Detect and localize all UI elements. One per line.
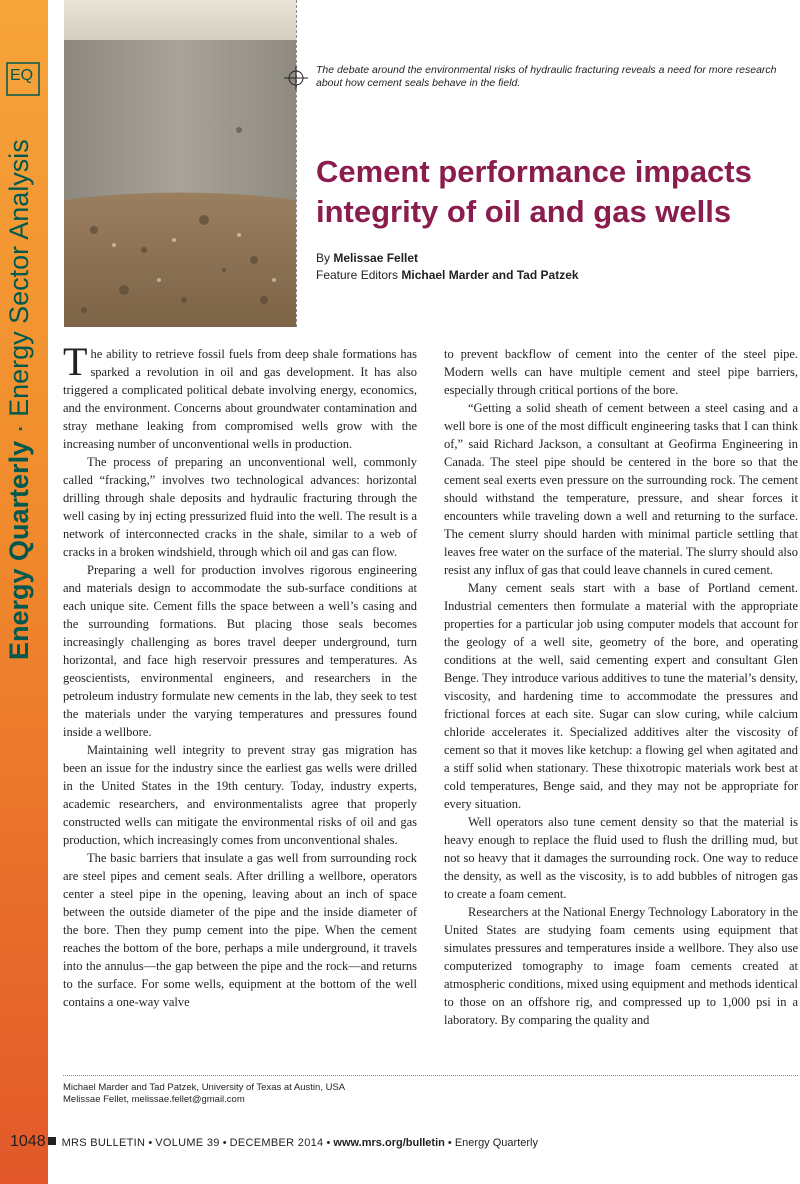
photo-caption: The debate around the environmental risks of hydraulic fracturing reveals a need for more research about how cement seals behave in the field. <box>316 64 777 89</box>
paragraph: to prevent backflow of cement into the center of the steel pipe. Modern wells can have multiple cement and steel pipe barriers, especially through critical portions of the bore. <box>444 347 798 397</box>
crosshair-icon <box>284 66 308 90</box>
journal-url[interactable]: www.mrs.org/bulletin <box>333 1137 445 1149</box>
footnote-contact: Melissae Fellet, melissae.fellet@gmail.com <box>63 1094 245 1105</box>
by-prefix: By <box>316 251 334 265</box>
cement-core-photo <box>64 0 296 327</box>
article-column-right <box>444 345 798 1029</box>
section-label <box>4 139 35 660</box>
paragraph: The basic barriers that insulate a gas well from surrounding rock are steel pipes and cement seals. After drilling a wellbore, operators center a steel pipe in the opening, leaving about an inch of space between the outside diameter of the pipe and the inside diameter of the bore. Then they pump cement into the pipe. When the cement reaches the bottom of the bore, perhaps a mile underground, it travels into the annulus—the gap between the pipe and the rock—and returns to the surface. For some wells, equipment at the bottom of the well contains a one-way valve <box>63 851 417 1009</box>
paragraph: “Getting a solid sheath of cement between a steel casing and a well bore is one of the most difficult engineering tasks that I can think of,” said Richard Jackson, a consultant at Geofirma Engineering in Canada. The steel pipe should be centered in the bore so that the cement seal exerts even pressure on the surrounding rock. The cement should withstand the temperature, pressure, and shear forces it encounters while traveling down a well and returning to the surface. The cement slurry should harden with minimal particle settling that leaves free water on the surface of the material. The slurry should also resist any influx of gas that could leave channels in cured cement. <box>444 401 798 577</box>
editors-prefix: Feature Editors <box>316 268 402 282</box>
footnote-divider <box>63 1075 798 1076</box>
paragraph: Researchers at the National Energy Technology Laboratory in the United States are studying foam cements using equipment that simulates pressures and temperatures inside a wellbore. They also use computerized tomography to image foam cements created at atmospheric conditions, mixed using equipment and methods identical to those on an offshore rig, and compressed up to 1,000 psi in a laboratory. By comparing the quality and <box>444 905 798 1027</box>
journal-name: MRS BULLETIN <box>61 1137 146 1149</box>
photo-divider <box>296 0 297 327</box>
paragraph: Preparing a well for production involves rigorous engineering and materials design to accommodate the sub-surface conditions at each unique site. Cement fills the space between a well’s casing and the surrounding formations. But placing those seals becomes increasingly challenging as bores travel deeper underground, turn horizontal, and face high reservoir pressures and temperatures. As geoscientists, environmental engineers, and researchers in the petroleum industry formulate new cements in the lab, they seek to test the materials under the varying temperatures and pressures found inside a wellbore. <box>63 563 417 739</box>
page-number: 1048 <box>10 1133 46 1150</box>
footnote-affiliation: Michael Marder and Tad Patzek, University of Texas at Austin, USA <box>63 1082 346 1093</box>
footnotes <box>63 1082 345 1106</box>
section-label-sep: · <box>4 416 34 441</box>
author-name: Melissae Fellet <box>333 251 419 265</box>
square-bullet-icon <box>48 1137 56 1145</box>
footer-section: Energy Quarterly <box>454 1137 538 1149</box>
paragraph: The ability to retrieve fossil fuels from deep shale formations has sparked a revolution in oil and gas development. It has also triggered a complicated political debate involving energy, economics, and the environment. Concerns about groundwater contamination and stray methane leaking from compromised wells grow with the increasing number of unconventional wells in production. <box>63 339 417 451</box>
paragraph: Well operators also tune cement density so that the material is heavy enough to replace the fluid used to flush the drilling mud, but not so heavy that it damages the surrounding rock. One way to reduce the density, as well as the viscosity, is to add bubbles of nitrogen gas to create a foam cement. <box>444 815 798 901</box>
drop-cap: T <box>63 339 88 384</box>
article-title: Cement performance impacts integrity of oil and gas wells <box>316 154 752 229</box>
paragraph: Many cement seals start with a base of Portland cement. Industrial cementers then formulate a material with the appropriate properties for a particular job using computer models that account for the geology of a well site, geometry of the bore, and operating conditions at the well, said cementing expert and consultant Glen Benge. They introduce various additives to tune the material’s density, viscosity, and hardening time to accommodate the pressures and frictional forces at each site. Sugar can slow curing, while calcium chloride accelerates it. Specialized additives alter the viscosity of cement so that it moves like ketchup: a flowing gel when agitated and a stiff solid when stationary. These thixotropic materials work best at cold temperatures, Benge said, and they may not be appropriate for every situation. <box>444 581 798 811</box>
article-column-left <box>63 339 417 1011</box>
issue-date: DECEMBER 2014 <box>229 1137 324 1149</box>
section-label-rest: Energy Sector Analysis <box>4 139 34 417</box>
paragraph: Maintaining well integrity to prevent stray gas migration has been an issue for the industry since the earliest gas wells were drilled in the United States in the 19th century. Today, industry experts, academic researchers, and environmentalists agree that properly constructed wells can mitigate the environmental risks of oil and gas production, which increasingly comes from unconventional shales. <box>63 743 417 847</box>
paragraph: The process of preparing an unconventional well, commonly called “fracking,” involves two technological advances: horizontal drilling through shale deposits and hydraulic fracturing through the well casing by inj ecting pressurized fluid into the well. The result is a network of interconnected cracks in the shale, similar to a web of cracks in a broken windshield, through which oil and gas can flow. <box>63 455 417 559</box>
byline <box>316 250 579 284</box>
volume: VOLUME 39 <box>155 1137 220 1149</box>
page-footer: 1048 MRS BULLETIN • VOLUME 39 • DECEMBER 2014 • www.mrs.org/bulletin • Energy Quarterly <box>10 1133 538 1150</box>
editors-names: Michael Marder and Tad Patzek <box>401 268 579 282</box>
section-sidebar <box>0 0 48 1184</box>
section-label-bold: Energy Quarterly <box>4 440 34 660</box>
eq-logo-text: EQ <box>10 67 34 84</box>
